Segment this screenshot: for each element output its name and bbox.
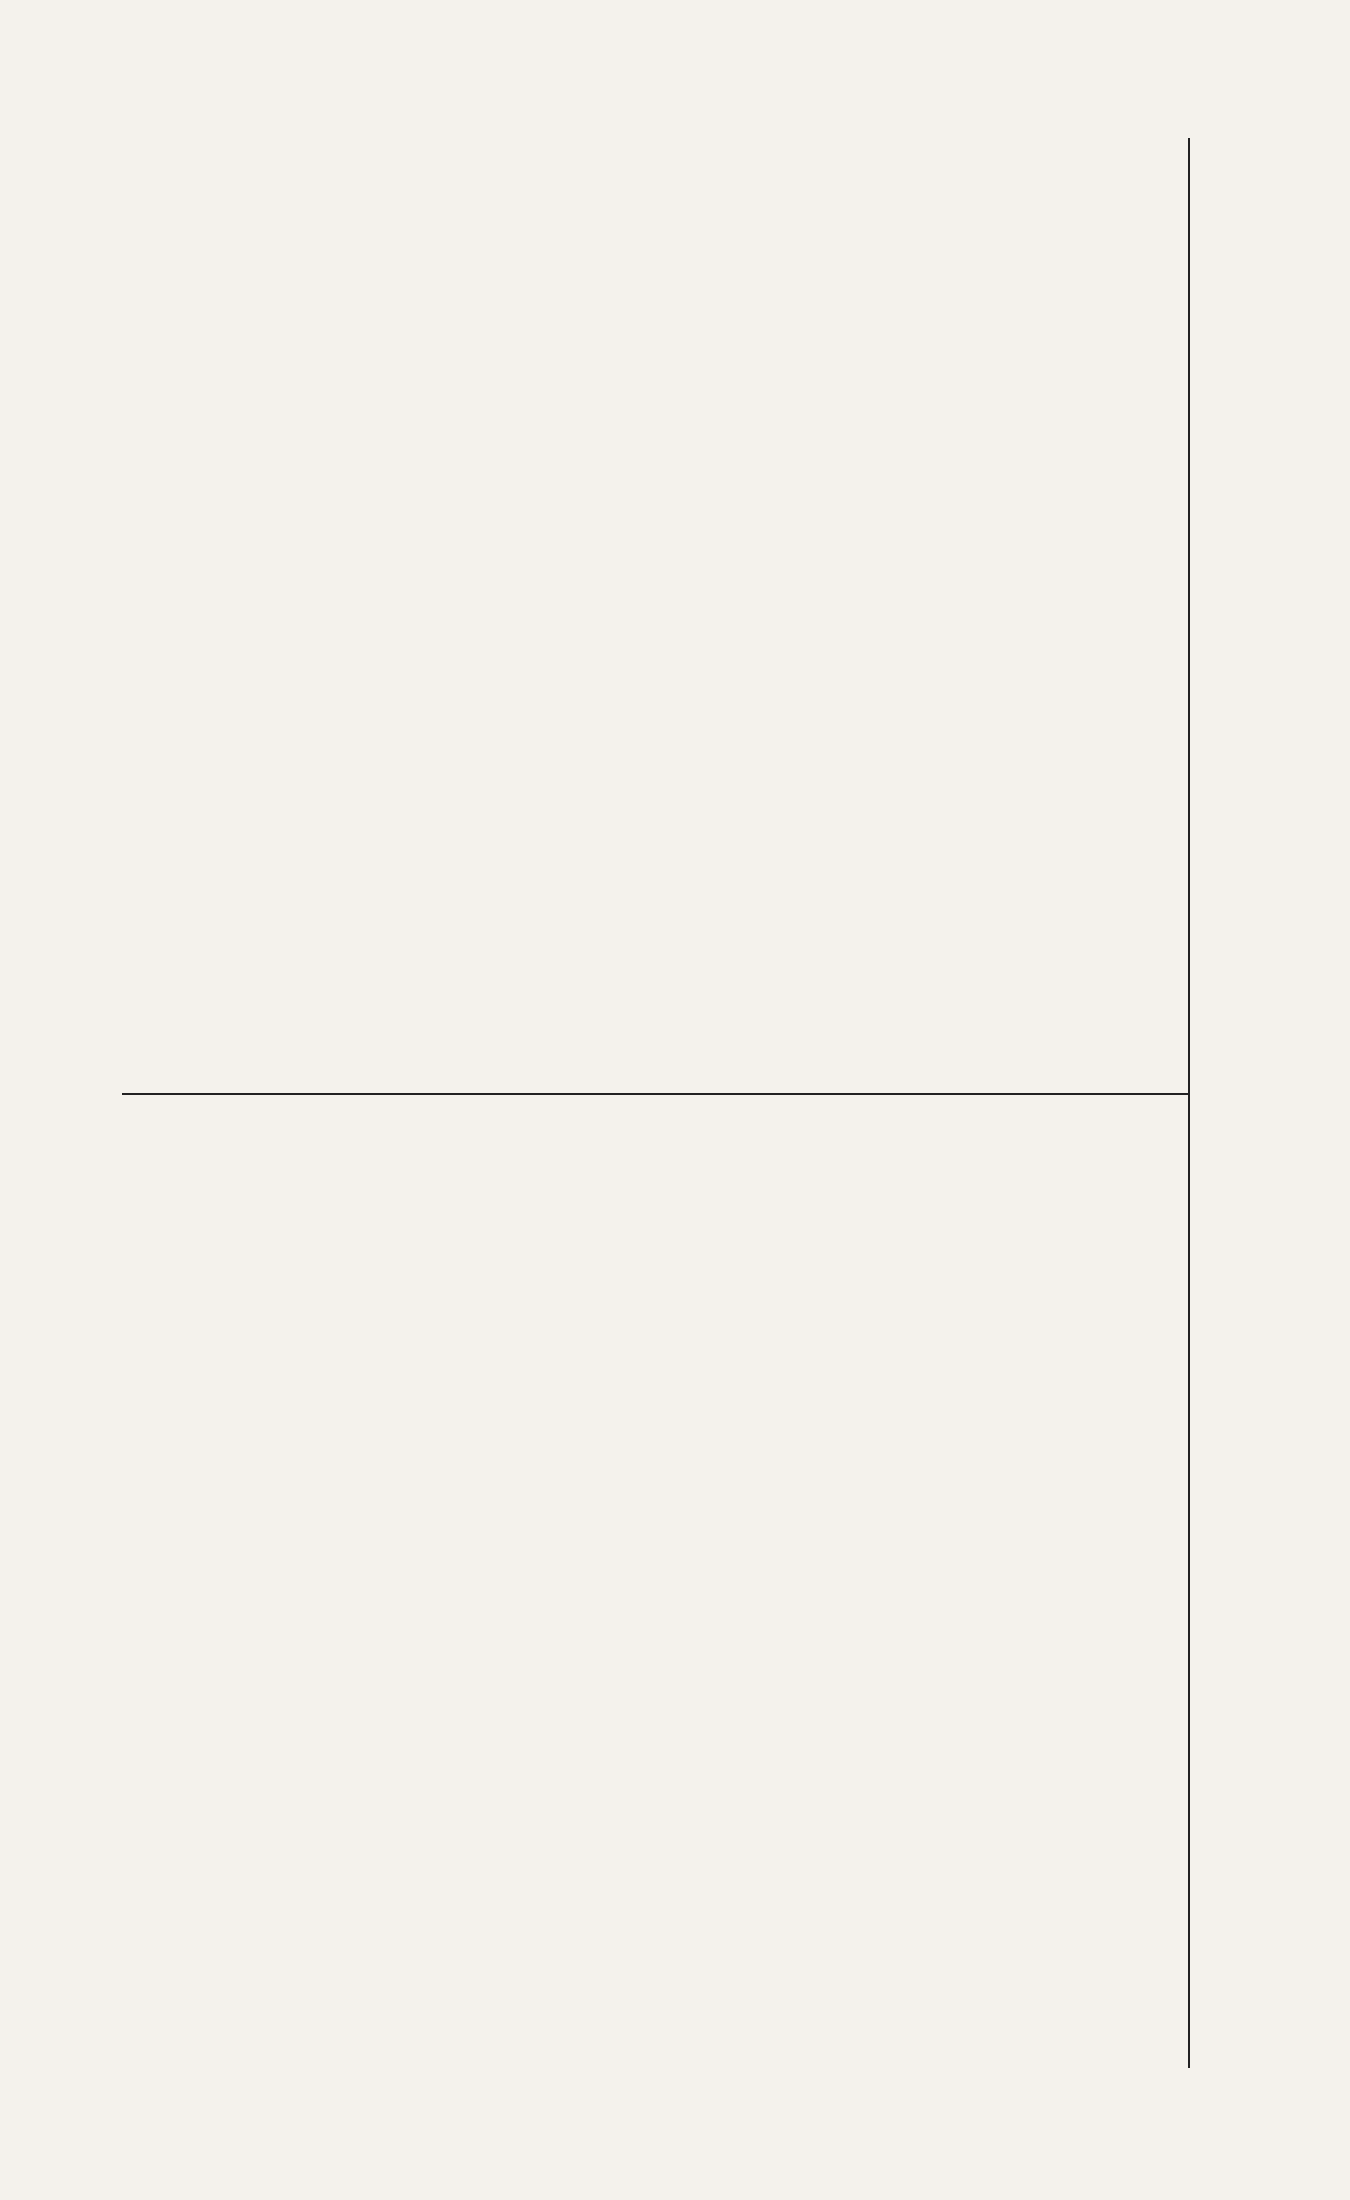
bottom-directory-table (122, 1120, 1182, 2080)
horizontal-divider (122, 1093, 1188, 1095)
vertical-divider (1188, 138, 1190, 2068)
top-directory-table (122, 150, 1182, 1080)
